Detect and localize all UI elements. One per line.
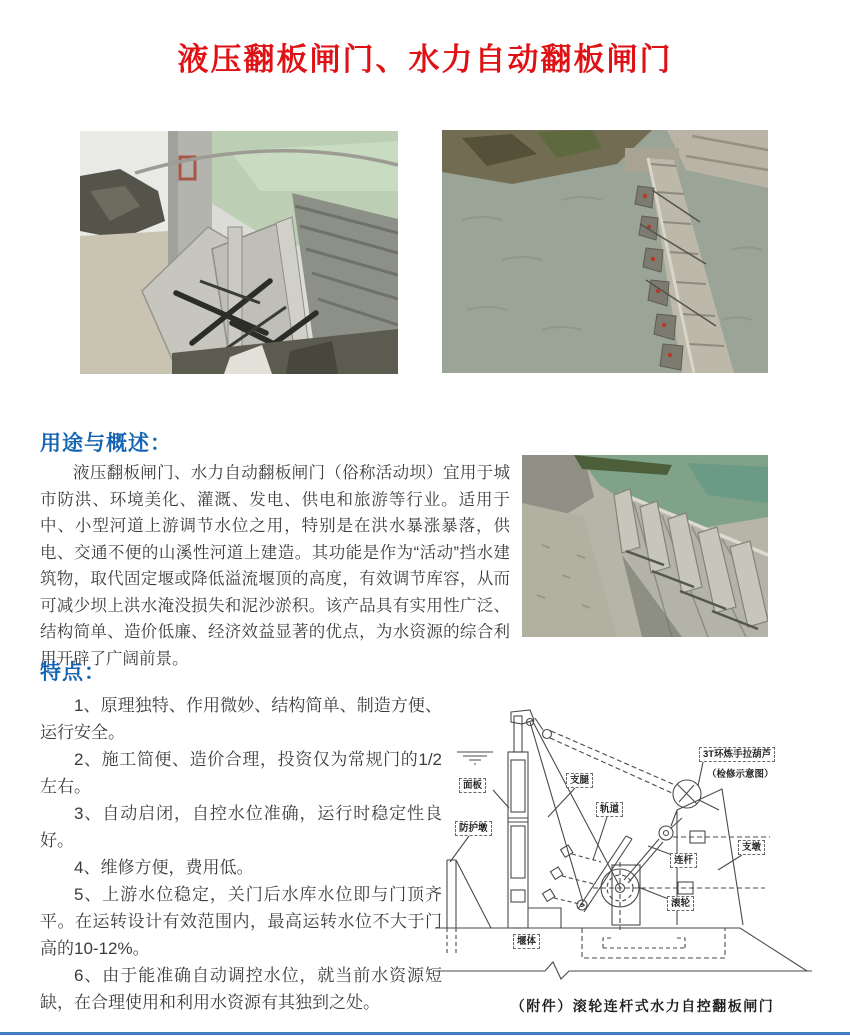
feature-item: 3、自动启闭，自控水位准确，运行时稳定性良好。 xyxy=(40,804,442,850)
footer-rule xyxy=(0,1032,850,1035)
diagram-label-pier: 支墩 xyxy=(738,840,765,855)
diagram-label-weir: 堰体 xyxy=(513,934,540,949)
photo-river-gate xyxy=(442,130,768,373)
page-title: 液压翻板闸门、水力自动翻板闸门 xyxy=(177,42,673,77)
feature-item: 6、由于能准确自动调控水位，就当前水资源短缺，在合理使用和利用水资源有其独到之处。 xyxy=(40,966,442,1012)
diagram-label-hoist: 3T环炼手拉葫芦 xyxy=(699,747,775,762)
diagram-label-leg: 支腿 xyxy=(566,773,593,788)
feature-item: 2、施工简便、造价合理，投资仅为常规门的1/2左右。 xyxy=(40,750,442,796)
diagram-label-panel: 面板 xyxy=(459,778,486,793)
section-heading-overview: 用途与概述： xyxy=(40,432,172,455)
feature-item: 4、维修方便，费用低。 xyxy=(74,858,254,877)
diagram-caption: （附件）滚轮连杆式水力自控翻板闸门 xyxy=(510,998,775,1014)
photo-river-gate-image xyxy=(442,130,768,373)
diagram-label-guard-pier: 防护墩 xyxy=(455,821,492,836)
diagram-label-rod: 连杆 xyxy=(670,853,697,868)
diagram-label-track: 轨道 xyxy=(596,802,623,817)
diagram-label-roller: 滚轮 xyxy=(667,896,694,911)
feature-item: 5、上游水位稳定，关门后水库水位即与门顶齐平。在运转设计有效范围内，最高运转水位不大于门高的10-12%。 xyxy=(40,885,442,958)
overview-paragraph: 液压翻板闸门、水力自动翻板闸门（俗称活动坝）宜用于城市防洪、环境美化、灌溉、发电、供电和旅游等行业。适用于中、小型河道上游调节水位之用，特别是在洪水暴涨暴落，供电、交通不便的山溪性河道上建造。其功能是作为“活动”挡水建筑物，取代固定堰或降低溢流堰顶的高度，有效调节库容，从而可减少坝上洪水淹没损失和泥沙淤积。该产品具有实用性广泛、结构简单、造价低廉、经济效益显著的优点，为水资源的综合利用开辟了广阔前景。 xyxy=(40,464,510,668)
photo-gate-structure-image xyxy=(80,131,398,374)
diagram-roller-linkage-flap-gate xyxy=(435,690,850,1022)
photo-open-flap-gates-image xyxy=(522,455,768,637)
features-list xyxy=(40,692,442,1016)
feature-item: 1、原理独特、作用微妙、结构简单、制造方便、运行安全。 xyxy=(40,696,442,742)
diagram-line-art xyxy=(435,690,850,1022)
photo-gate-structure xyxy=(80,131,398,374)
photo-open-flap-gates xyxy=(522,455,768,637)
diagram-label-hoist-note: （检修示意图） xyxy=(707,769,774,780)
section-heading-features: 特点： xyxy=(40,661,106,684)
